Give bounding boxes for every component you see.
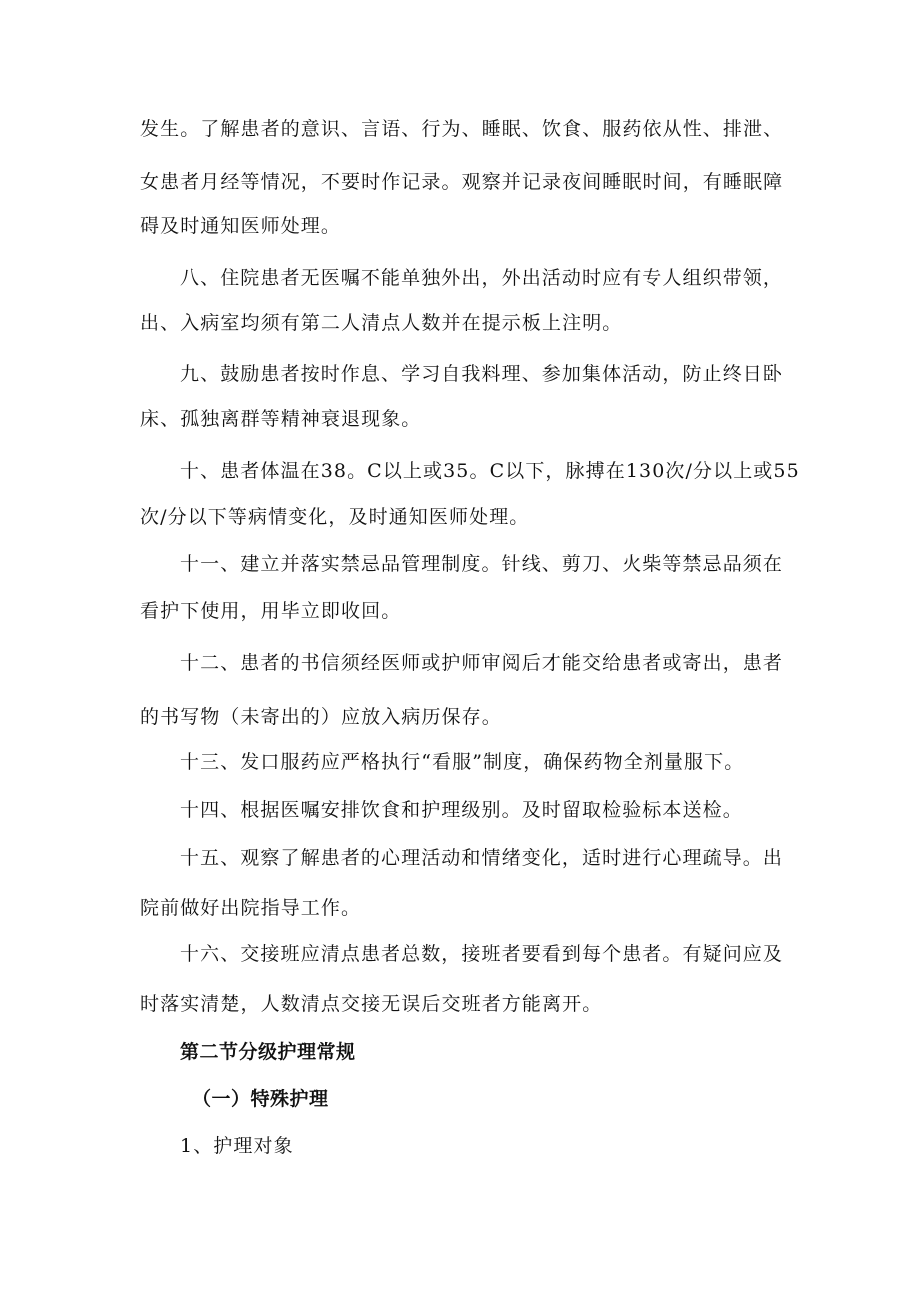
paragraph-line: 八、住院患者无医嘱不能单独外出，外出活动时应有专人组织带领， (180, 267, 784, 289)
paragraph-line: 十三、发口服药应严格执行“看服”制度，确保药物全剂量服下。 (180, 751, 745, 773)
paragraph-line: 碍及时通知医师处理。 (140, 215, 342, 237)
paragraph-line: 十一、建立并落实禁忌品管理制度。针线、剪刀、火柴等禁忌品须在 (180, 553, 784, 575)
paragraph-line: 发生。了解患者的意识、言语、行为、睡眠、饮食、服药依从性、排泄、 (140, 118, 784, 140)
list-item: 1、护理对象 (180, 1135, 294, 1157)
paragraph-line: 出、入病室均须有第二人清点人数并在提示板上注明。 (140, 312, 623, 334)
paragraph-line: 看护下使用，用毕立即收回。 (140, 600, 402, 622)
paragraph-line: 女患者月经等情况，不要时作记录。观察并记录夜间睡眠时间，有睡眠障 (140, 171, 784, 193)
paragraph-line: 十、患者体温在38。C以上或35。C以下，脉搏在130次/分以上或55 (180, 460, 800, 482)
paragraph-line: 十五、观察了解患者的心理活动和情绪变化，适时进行心理疏导。出 (180, 847, 784, 869)
paragraph-line: 床、孤独离群等精神衰退现象。 (140, 408, 422, 430)
section-heading: 第二节分级护理常规 (180, 1041, 356, 1063)
paragraph-line: 十四、根据医嘱安排饮食和护理级别。及时留取检验标本送检。 (180, 799, 743, 821)
paragraph-line: 十六、交接班应清点患者总数，接班者要看到每个患者。有疑问应及 (180, 943, 784, 965)
paragraph-line: 十二、患者的书信须经医师或护师审阅后才能交给患者或寄出，患者 (180, 652, 784, 674)
paragraph-line: 时落实清楚，人数清点交接无误后交班者方能离开。 (140, 993, 603, 1015)
paragraph-line: 院前做好出院指导工作。 (140, 897, 362, 919)
sub-heading: （一）特殊护理 (192, 1088, 329, 1110)
paragraph-line: 的书写物（未寄出的）应放入病历保存。 (140, 706, 502, 728)
paragraph-line: 次/分以下等病情变化，及时通知医师处理。 (140, 506, 530, 528)
paragraph-line: 九、鼓励患者按时作息、学习自我料理、参加集体活动，防止终日卧 (180, 363, 784, 385)
